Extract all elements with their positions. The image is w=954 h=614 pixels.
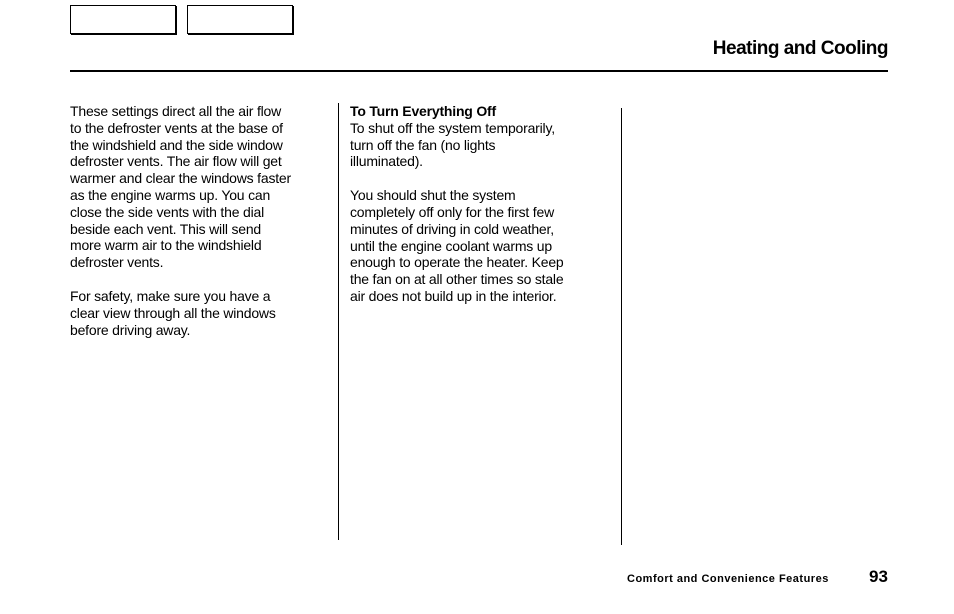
page-title: Heating and Cooling (712, 38, 888, 59)
text-line: the windshield and the side window (70, 136, 283, 153)
text-line: illuminated). (350, 153, 423, 170)
text-line: close the side vents with the dial (70, 203, 264, 220)
text-line: To shut off the system temporarily, (350, 119, 555, 136)
text-line: clear view through all the windows (70, 304, 276, 321)
text-line: air does not build up in the interior. (350, 287, 557, 304)
text-line: as the engine warms up. You can (70, 186, 271, 203)
text-line: turn off the fan (no lights (350, 136, 496, 153)
text-line: more warm air to the windshield (70, 237, 262, 254)
section-heading: To Turn Everything Off (350, 103, 496, 119)
middle-paragraph-1 (350, 103, 612, 170)
text-line: defroster vents. (70, 254, 164, 271)
column-divider-2 (621, 108, 622, 545)
title-rule (70, 70, 888, 72)
text-line: You should shut the system (350, 187, 516, 204)
text-line: minutes of driving in cold weather, (350, 220, 554, 237)
text-line: the fan on at all other times so stale (350, 271, 564, 288)
text-line: These settings direct all the air flow (70, 103, 282, 119)
text-line: to the defroster vents at the base of (70, 119, 283, 136)
text-line: completely off only for the first few (350, 203, 554, 220)
left-paragraph-2 (70, 288, 332, 338)
text-line: until the engine coolant warms up (350, 237, 552, 254)
column-divider-1 (338, 103, 339, 540)
text-line: enough to operate the heater. Keep (350, 254, 564, 271)
text-line: beside each vent. This will send (70, 220, 262, 237)
middle-column (350, 103, 612, 322)
text-line: defroster vents. The air flow will get (70, 153, 282, 170)
footer-section-label: Comfort and Convenience Features (627, 573, 829, 585)
left-paragraph-1 (70, 103, 332, 271)
left-column (70, 103, 332, 355)
nav-tab-box-2[interactable] (187, 5, 293, 34)
page-number: 93 (869, 567, 888, 586)
middle-paragraph-2 (350, 187, 612, 305)
text-line: For safety, make sure you have a (70, 287, 271, 304)
nav-tab-box-1[interactable] (70, 5, 176, 34)
text-line: warmer and clear the windows faster (70, 170, 291, 187)
text-line: before driving away. (70, 321, 191, 338)
